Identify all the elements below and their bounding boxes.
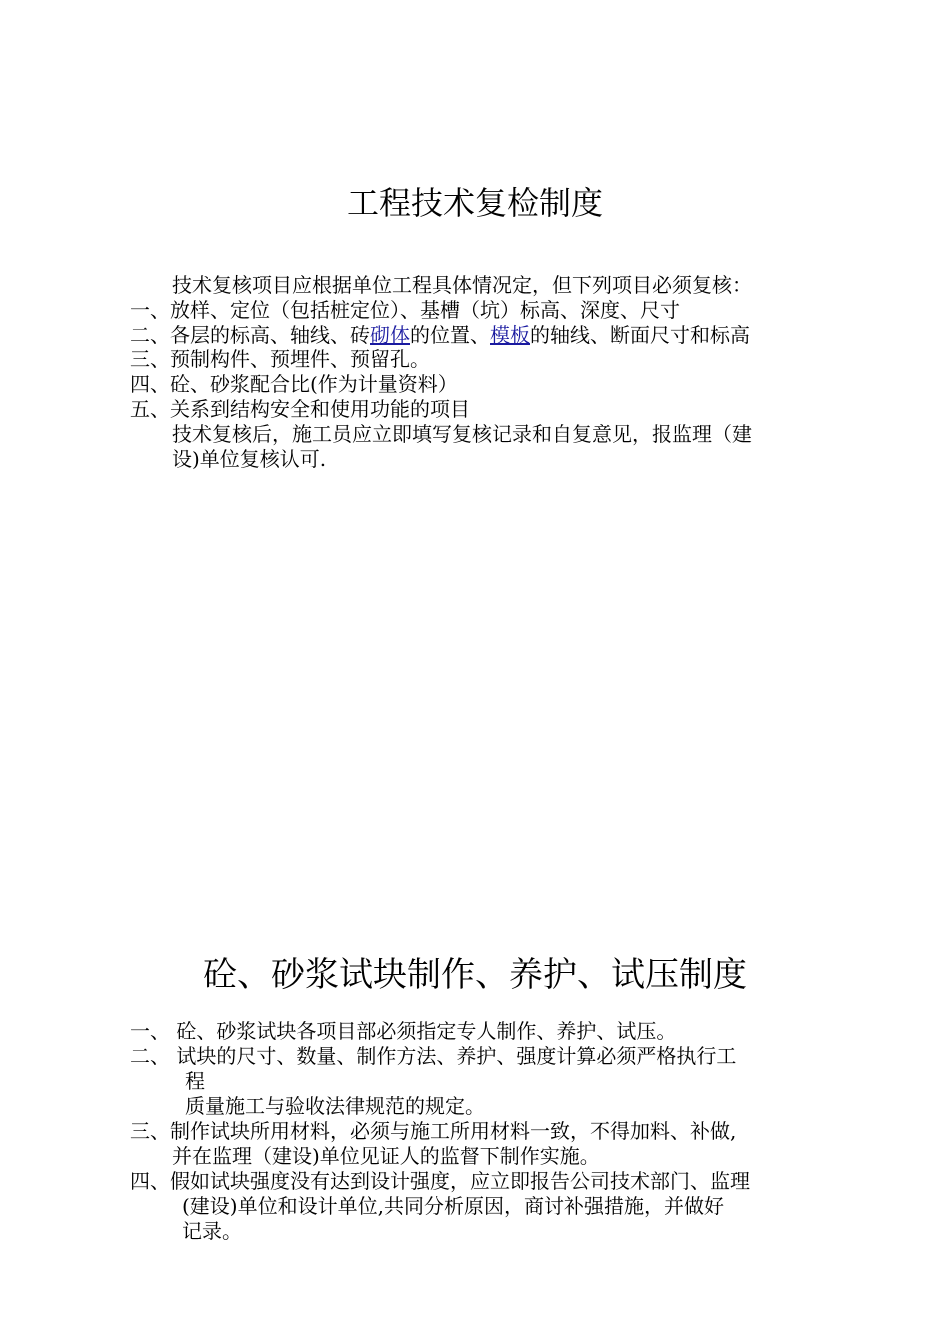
section1-title: 工程技术复检制度 [346,184,603,222]
section2-line-1: 一、 砼、砂浆试块各项目部必须指定专人制作、养护、试压。 [130,1019,677,1043]
section2-title: 砼、砂浆试块制作、养护、试压制度 [203,955,747,995]
item2-part1: 二、各层的标高、轴线、砖 [130,323,370,347]
link-formwork[interactable]: 模板 [490,323,530,347]
section1-closing-1: 技术复核后，施工员应立即填写复核记录和自复意见，报监理（建 [172,422,752,446]
section1-item-4: 四、砼、砂浆配合比(作为计量资料） [130,372,458,396]
section1-closing-2: 设)单位复核认可. [172,447,327,471]
section2-line-7: 四、假如试块强度没有达到设计强度，应立即报告公司技术部门、监理 [130,1169,750,1193]
section2-line-4: 质量施工与验收法律规范的规定。 [185,1094,485,1118]
section1-item-5: 五、关系到结构安全和使用功能的项目 [130,397,470,421]
section1-item-3: 三、预制构件、预埋件、预留孔。 [130,347,430,371]
section2-line-8: (建设)单位和设计单位,共同分析原因，商讨补强措施，并做好 [182,1194,724,1218]
section1-item-2 [130,323,750,347]
item2-part2: 的位置、 [410,323,490,347]
section2-line-2: 二、 试块的尺寸、数量、制作方法、养护、强度计算必须严格执行工 [130,1044,737,1068]
section2-line-5: 三、制作试块所用材料，必须与施工所用材料一致，不得加料、补做, [130,1119,737,1143]
section2-line-6: 并在监理（建设)单位见证人的监督下制作实施。 [172,1144,600,1168]
section1-intro: 技术复核项目应根据单位工程具体情况定，但下列项目必须复核： [172,273,752,297]
section2-line-3: 程 [185,1069,205,1093]
link-masonry[interactable]: 砌体 [370,323,410,347]
section1-item-1: 一、放样、定位（包括桩定位）、基槽（坑）标高、深度、尺寸 [130,298,680,322]
section2-line-9: 记录。 [182,1219,242,1243]
item2-part3: 的轴线、断面尺寸和标高 [530,323,750,347]
